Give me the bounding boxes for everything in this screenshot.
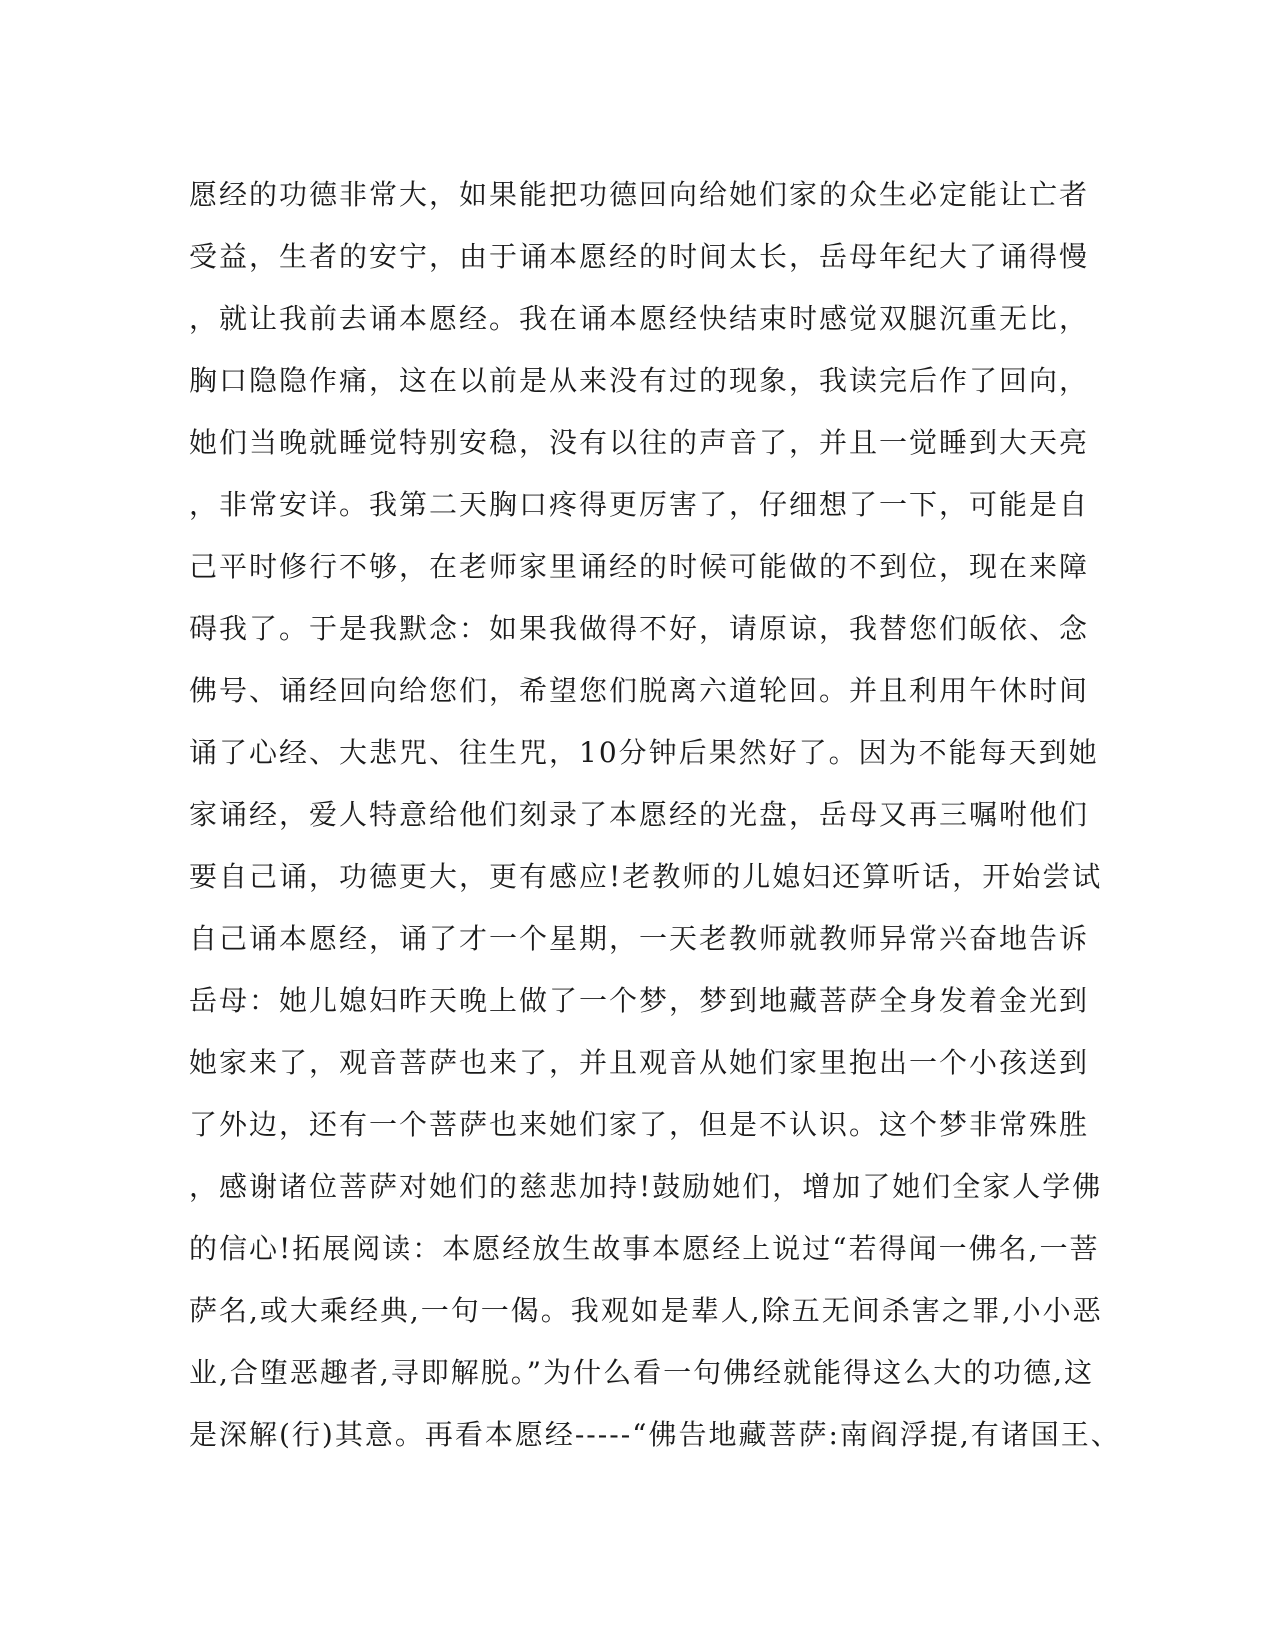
- text-line: 己平时修行不够，在老师家里诵经的时候可能做的不到位，现在来障: [189, 550, 1090, 583]
- text-line: ，非常安详。我第二天胸口疼得更厉害了，仔细想了一下，可能是自: [189, 488, 1090, 521]
- body-text: [189, 164, 1121, 1466]
- text-line: 家诵经，爱人特意给他们刻录了本愿经的光盘，岳母又再三嘱咐他们: [189, 798, 1090, 831]
- text-line: 岳母：她儿媳妇昨天晚上做了一个梦，梦到地藏菩萨全身发着金光到: [189, 984, 1090, 1017]
- text-line: 诵了心经、大悲咒、往生咒，10分钟后果然好了。因为不能每天到她: [189, 736, 1099, 769]
- text-line: 业,合堕恶趣者,寻即解脱。”为什么看一句佛经就能得这么大的功德,这: [189, 1356, 1095, 1389]
- text-line: 胸口隐隐作痛，这在以前是从来没有过的现象，我读完后作了回向，: [189, 364, 1090, 397]
- text-line: ，感谢诸位菩萨对她们的慈悲加持!鼓励她们，增加了她们全家人学佛: [189, 1170, 1103, 1203]
- text-line: 她家来了，观音菩萨也来了，并且观音从她们家里抱出一个小孩送到: [189, 1046, 1090, 1079]
- text-line: 要自己诵，功德更大，更有感应!老教师的儿媳妇还算听话，开始尝试: [189, 860, 1103, 893]
- text-line: 她们当晚就睡觉特别安稳，没有以往的声音了，并且一觉睡到大天亮: [189, 426, 1090, 459]
- text-line: 的信心!拓展阅读：本愿经放生故事本愿经上说过“若得闻一佛名,一菩: [189, 1232, 1100, 1265]
- text-line: ，就让我前去诵本愿经。我在诵本愿经快结束时感觉双腿沉重无比，: [189, 302, 1090, 335]
- text-line: 愿经的功德非常大，如果能把功德回向给她们家的众生必定能让亡者: [189, 178, 1090, 211]
- text-line: 了外边，还有一个菩萨也来她们家了，但是不认识。这个梦非常殊胜: [189, 1108, 1090, 1141]
- text-line: 碍我了。于是我默念：如果我做得不好，请原谅，我替您们皈依、念: [189, 612, 1090, 645]
- text-line: 自己诵本愿经，诵了才一个星期，一天老教师就教师异常兴奋地告诉: [189, 922, 1090, 955]
- text-line: 萨名,或大乘经典,一句一偈。我观如是辈人,除五无间杀害之罪,小小恶: [189, 1294, 1103, 1327]
- text-line: 受益，生者的安宁，由于诵本愿经的时间太长，岳母年纪大了诵得慢: [189, 240, 1090, 273]
- text-line: 是深解(行)其意。再看本愿经-----“佛告地藏菩萨:南阎浮提,有诸国王、: [189, 1418, 1121, 1451]
- text-line: 佛号、诵经回向给您们，希望您们脱离六道轮回。并且利用午休时间: [189, 674, 1090, 707]
